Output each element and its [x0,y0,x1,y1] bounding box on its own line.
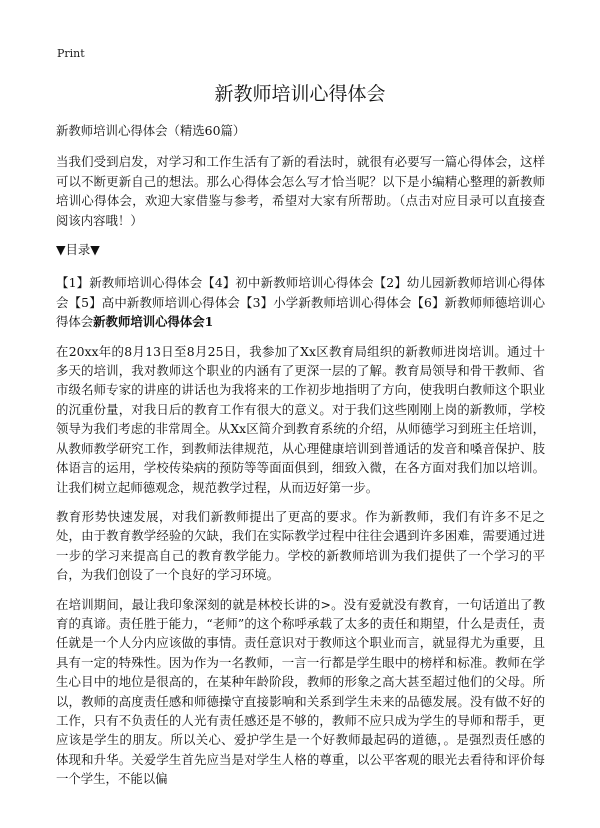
print-label[interactable]: Print [57,47,85,60]
toc-title: ▼目录▼ [56,242,100,258]
body-paragraph-1: 在20xx年的8月13日至8月25日，我参加了Xx区教育局组织的新教师进岗培训。通过十多天的培训，我对教师这个职业的内涵有了更深一层的了解。教育局领导和骨干教师、省市级名师专家的讲座的讲话也为我将来的工作初步地指明了方向，使我明白教师这个职业的沉重份量，对我日后的教育工作有很大的意义。对于我们这些刚刚上岗的新教师，学校领导为我们考虑的非常周全。从Xx区简介到教育系统的介绍，从师德学习到班主任培训，从教师教学研究工作，到教师法律规范，从心理健康培训到普通话的发音和嗓音保护、肢体语言的运用，学校传染病的预防等等面面俱到，细致入微，在各方面对我们加以培训。让我们树立起师德观念，规范教学过程，从而迈好第一步。 [56,343,545,495]
body-paragraph-2: 教育形势快速发展，对我们新教师提出了更高的要求。作为新教师，我们有许多不足之处，由于教育教学经验的欠缺，我们在实际教学过程中往往会遇到许多困难，需要通过进一步的学习来提高自己的教育教学能力。学校的新教师培训为我们提供了一个学习的平台，为我们创设了一个良好的学习环境。 [56,508,545,583]
toc [56,273,545,331]
document-subtitle: 新教师培训心得体会（精选60篇） [56,123,246,138]
intro-paragraph: 当我们受到启发，对学习和工作生活有了新的看法时，就很有必要写一篇心得体会，这样可以不断更新自己的想法。那么心得体会怎么写才恰当呢？以下是小编精心整理的新教师培训心得体会，欢迎大家借鉴与参考，希望对大家有所帮助。（点击对应目录可以直接查阅该内容哦！） [56,154,545,228]
body-paragraph-3: 在培训期间，最让我印象深刻的就是林校长讲的>。没有爱就没有教育，一句话道出了教育的真谛。责任胜于能力，“老师”的这个称呼承载了太多的责任和期望，什么是责任，责任就是一个人分内应该做的事情。责任意识对于教师这个职业而言，就显得尤为重要，且具有一定的特殊性。因为作为一名教师，一言一行都是学生眼中的榜样和标准。教师在学生心目中的地位是很高的，在某种年龄阶段，教师的形象之高大甚至超过他们的父母。所以，教师的高度责任感和师德操守直接影响和关系到学生未来的品德发展。没有做不好的工作，只有不负责任的人光有责任感还是不够的，教师不应只成为学生的导师和帮手，更应该是学生的朋友。所以关心、爱护学生是一个好教师最起码的道德，。是强烈责任感的体现和升华。关爱学生首先应当是对学生人格的尊重，以公平客观的眼光去看待和评价每一个学生，不能以偏 [56,596,545,787]
document-body [56,121,545,799]
page-title: 新教师培训心得体会 [214,83,386,105]
toc-links[interactable]: 【1】新教师培训心得体会【4】初中新教师培训心得体会【2】幼儿园新教师培训心得体会【5】高中新教师培训心得体会【3】小学新教师培训心得体会【6】新教师师德培训心得体会 [56,275,545,330]
section-heading: 新教师培训心得体会1 [93,314,214,330]
